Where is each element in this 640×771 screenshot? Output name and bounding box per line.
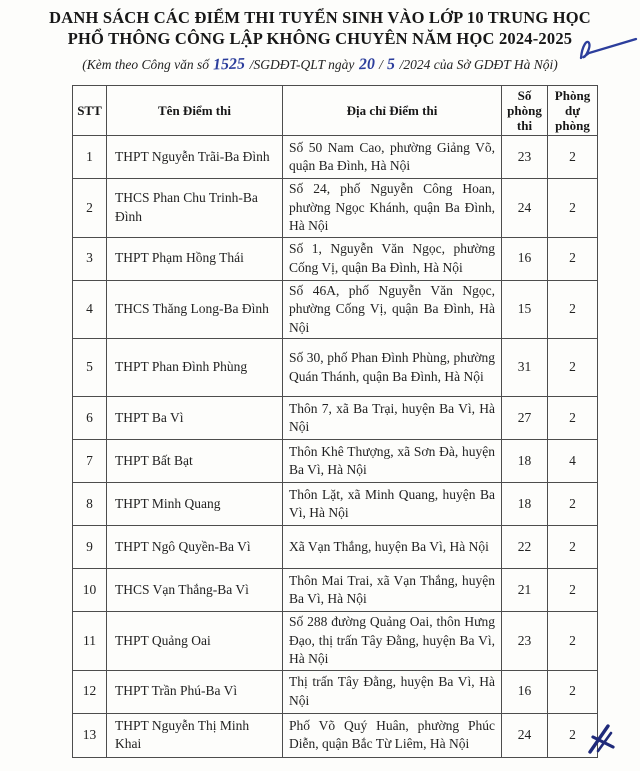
- row-address: Số 24, phố Nguyễn Công Hoan, phường Ngọc Khánh, quận Ba Đình, Hà Nội: [283, 179, 502, 238]
- subtitle-mid: /SGDĐT-QLT ngày: [246, 57, 358, 72]
- row-reserve-rooms: 4: [548, 440, 598, 483]
- subtitle-suffix: /2024 của Sở GDĐT Hà Nội): [396, 57, 558, 72]
- row-site-name: THPT Ba Vì: [107, 397, 283, 440]
- row-site-name: THPT Ngô Quyền-Ba Vì: [107, 526, 283, 569]
- table-row: [73, 670, 598, 713]
- row-stt: 5: [73, 339, 107, 397]
- table-row: [73, 713, 598, 757]
- row-exam-rooms: 22: [502, 526, 548, 569]
- row-address: Phố Võ Quý Huân, phường Phúc Diễn, quận Bắc Từ Liêm, Hà Nội: [283, 713, 502, 757]
- row-reserve-rooms: 2: [548, 526, 598, 569]
- table-row: [73, 136, 598, 179]
- document-subtitle: [0, 55, 640, 74]
- row-site-name: THCS Vạn Thắng-Ba Vì: [107, 569, 283, 612]
- row-address: Thôn Khê Thượng, xã Sơn Đà, huyện Ba Vì, Hà Nội: [283, 440, 502, 483]
- table-row: [73, 397, 598, 440]
- row-reserve-rooms: 2: [548, 670, 598, 713]
- handwritten-day: 20: [358, 55, 376, 74]
- exam-sites-table: [72, 85, 598, 758]
- row-address: Số 30, phố Phan Đình Phùng, phường Quán Thánh, quận Ba Đình, Hà Nội: [283, 339, 502, 397]
- table-row: [73, 483, 598, 526]
- table-row: [73, 280, 598, 339]
- row-reserve-rooms: 2: [548, 339, 598, 397]
- row-site-name: THPT Quảng Oai: [107, 612, 283, 671]
- row-site-name: THPT Nguyễn Thị Minh Khai: [107, 713, 283, 757]
- row-stt: 9: [73, 526, 107, 569]
- row-address: Thị trấn Tây Đằng, huyện Ba Vì, Hà Nội: [283, 670, 502, 713]
- row-exam-rooms: 23: [502, 612, 548, 671]
- row-reserve-rooms: 2: [548, 397, 598, 440]
- handwritten-month: 5: [386, 55, 396, 74]
- row-stt: 4: [73, 280, 107, 339]
- row-exam-rooms: 23: [502, 136, 548, 179]
- row-site-name: THCS Thăng Long-Ba Đình: [107, 280, 283, 339]
- row-address: Số 50 Nam Cao, phường Giảng Võ, quận Ba Đình, Hà Nội: [283, 136, 502, 179]
- row-site-name: THPT Minh Quang: [107, 483, 283, 526]
- handwritten-doc-number: 1525: [213, 55, 246, 74]
- col-header-site-name: Tên Điểm thi: [107, 86, 283, 136]
- row-reserve-rooms: 2: [548, 136, 598, 179]
- row-reserve-rooms: 2: [548, 569, 598, 612]
- row-exam-rooms: 16: [502, 237, 548, 280]
- row-address: Xã Vạn Thắng, huyện Ba Vì, Hà Nội: [283, 526, 502, 569]
- row-site-name: THPT Trần Phú-Ba Vì: [107, 670, 283, 713]
- row-stt: 7: [73, 440, 107, 483]
- col-header-stt: STT: [73, 86, 107, 136]
- pen-scribble-bottom-icon: [580, 720, 624, 764]
- table-row: [73, 440, 598, 483]
- row-stt: 8: [73, 483, 107, 526]
- row-stt: 6: [73, 397, 107, 440]
- subtitle-slash: /: [375, 57, 387, 72]
- row-reserve-rooms: 2: [548, 483, 598, 526]
- row-site-name: THPT Bất Bạt: [107, 440, 283, 483]
- pen-flourish-top-icon: [572, 26, 640, 68]
- table-row: [73, 179, 598, 238]
- col-header-reserve-rooms: Phòng dự phòng: [548, 86, 598, 136]
- row-reserve-rooms: 2: [548, 612, 598, 671]
- row-exam-rooms: 21: [502, 569, 548, 612]
- row-site-name: THCS Phan Chu Trinh-Ba Đình: [107, 179, 283, 238]
- row-exam-rooms: 31: [502, 339, 548, 397]
- table-header: [73, 86, 598, 136]
- document-title: [0, 0, 640, 49]
- row-site-name: THPT Phan Đình Phùng: [107, 339, 283, 397]
- row-address: Số 46A, phố Nguyễn Văn Ngọc, phường Cống Vị, quận Ba Đình, Hà Nội: [283, 280, 502, 339]
- row-stt: 13: [73, 713, 107, 757]
- row-stt: 2: [73, 179, 107, 238]
- row-exam-rooms: 24: [502, 179, 548, 238]
- row-exam-rooms: 27: [502, 397, 548, 440]
- row-reserve-rooms: 2: [548, 179, 598, 238]
- row-stt: 3: [73, 237, 107, 280]
- row-reserve-rooms: 2: [548, 280, 598, 339]
- document-title-line2: PHỔ THÔNG CÔNG LẬP KHÔNG CHUYÊN NĂM HỌC 2024-2025: [67, 29, 573, 48]
- row-address: Số 1, Nguyễn Văn Ngọc, phường Cống Vị, quận Ba Đình, Hà Nội: [283, 237, 502, 280]
- row-stt: 1: [73, 136, 107, 179]
- row-stt: 10: [73, 569, 107, 612]
- row-address: Thôn Mai Trai, xã Vạn Thắng, huyện Ba Vì, Hà Nội: [283, 569, 502, 612]
- row-exam-rooms: 24: [502, 713, 548, 757]
- exam-sites-table-body: [73, 136, 598, 758]
- row-exam-rooms: 15: [502, 280, 548, 339]
- table-row: [73, 569, 598, 612]
- row-address: Thôn Lặt, xã Minh Quang, huyện Ba Vì, Hà Nội: [283, 483, 502, 526]
- row-exam-rooms: 18: [502, 440, 548, 483]
- table-row: [73, 612, 598, 671]
- row-site-name: THPT Nguyễn Trãi-Ba Đình: [107, 136, 283, 179]
- row-stt: 11: [73, 612, 107, 671]
- row-address: Thôn 7, xã Ba Trại, huyện Ba Vì, Hà Nội: [283, 397, 502, 440]
- row-stt: 12: [73, 670, 107, 713]
- row-reserve-rooms: 2: [548, 713, 598, 757]
- row-reserve-rooms: 2: [548, 237, 598, 280]
- col-header-exam-rooms: Số phòng thi: [502, 86, 548, 136]
- document-title-line1: DANH SÁCH CÁC ĐIỂM THI TUYỂN SINH VÀO LỚP 10 TRUNG HỌC: [49, 8, 591, 27]
- row-site-name: THPT Phạm Hồng Thái: [107, 237, 283, 280]
- row-exam-rooms: 16: [502, 670, 548, 713]
- table-row: [73, 526, 598, 569]
- table-row: [73, 339, 598, 397]
- row-address: Số 288 đường Quảng Oai, thôn Hưng Đạo, thị trấn Tây Đằng, huyện Ba Vì, Hà Nội: [283, 612, 502, 671]
- table-row: [73, 237, 598, 280]
- row-exam-rooms: 18: [502, 483, 548, 526]
- subtitle-prefix: (Kèm theo Công văn số: [82, 57, 213, 72]
- col-header-address: Địa chỉ Điểm thi: [283, 86, 502, 136]
